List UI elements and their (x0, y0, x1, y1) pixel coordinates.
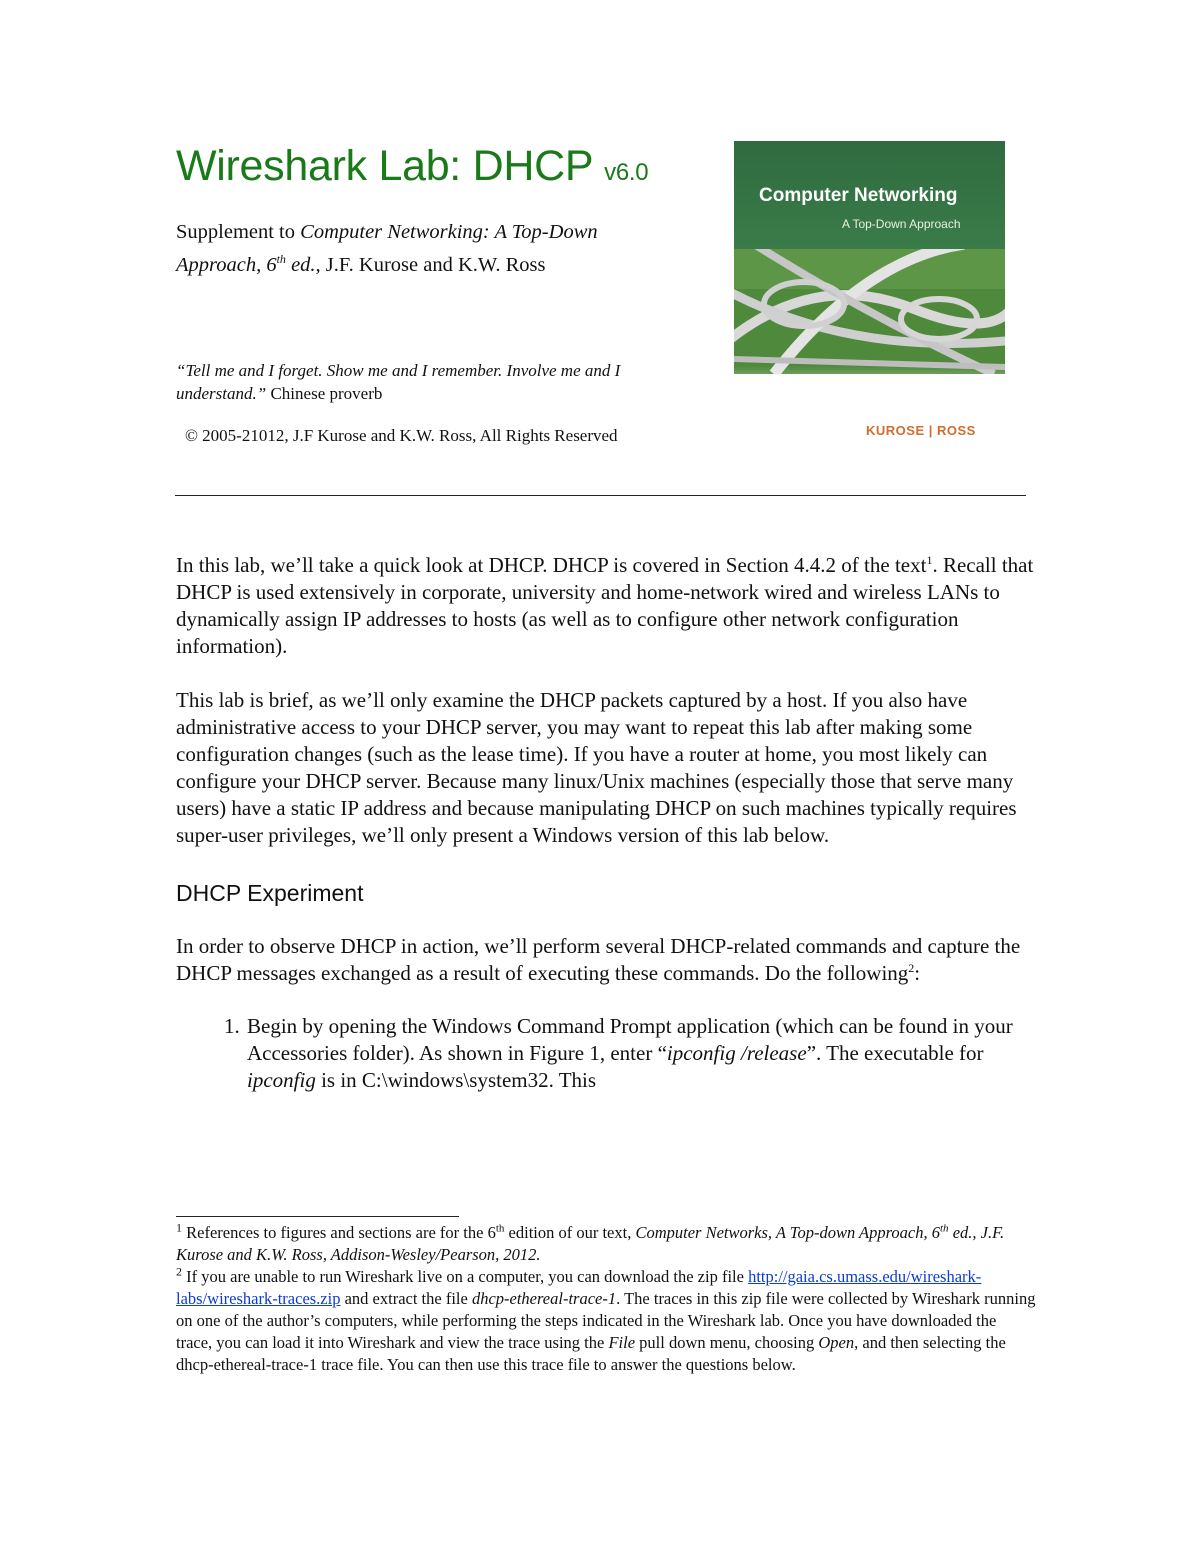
experiment-paragraph (176, 933, 1036, 987)
footnote-1-book-sup: th (940, 1222, 949, 1235)
book-title-sup: th (276, 252, 286, 266)
title-text: Wireshark Lab: DHCP (176, 142, 593, 190)
experiment-text-b: : (914, 961, 921, 985)
command-text: ipconfig /release (666, 1041, 807, 1065)
proverb-quote (176, 359, 716, 405)
book-cover-subtitle: A Top-Down Approach (842, 217, 961, 231)
open-menu-name: Open (818, 1333, 855, 1352)
step-text-b: ”. The executable for (806, 1041, 984, 1065)
copyright-notice: © 2005-21012, J.F Kurose and K.W. Ross, All Rights Reserved (185, 425, 618, 445)
intro-text-a: In this lab, we’ll take a quick look at DHCP. DHCP is covered in Section 4.4.2 of the text (176, 553, 927, 577)
document-body (176, 552, 1036, 1094)
footnote-divider (176, 1216, 459, 1217)
highway-interchange-illustration (734, 249, 1005, 374)
book-title-ed: ed., (285, 253, 321, 276)
step-text-c: is in C:\windows\system32. This (315, 1068, 597, 1092)
page-title (176, 138, 716, 201)
footnote-1-mark: 1 (176, 1220, 182, 1235)
supplement-line (176, 219, 716, 279)
footnote-1 (176, 1222, 1036, 1266)
footnote-2-text-b: and extract the file (340, 1289, 472, 1308)
trace-file-name: dhcp-ethereal-trace-1 (471, 1289, 617, 1308)
quote-line1: “Tell me and I forget. Show me and I remember. Involve me and I (176, 360, 621, 380)
footnote-ref-2: 2 (908, 961, 915, 975)
quote-source: Chinese proverb (266, 383, 383, 403)
footnote-1-book-rest: ed., J.F. Kurose and K.W. Ross, Addison-Wesley/Pearson, 2012. (176, 1223, 1005, 1264)
footnote-2-text-d: pull down menu, choosing (635, 1333, 819, 1352)
footnote-1-text-b: edition of our text, (504, 1223, 636, 1242)
section-heading: DHCP Experiment (176, 880, 364, 906)
book-title-line2 (176, 254, 321, 276)
trace-zip-link[interactable]: http://gaia.cs.umass.edu/wireshark-labs/wireshark-traces.zip (176, 1267, 982, 1308)
footnote-1-book-title: Computer Networks, A Top-down Approach, 6 (635, 1223, 940, 1242)
header-divider (175, 495, 1026, 496)
footnote-1-sup: th (495, 1222, 505, 1235)
footnote-2 (176, 1266, 1036, 1376)
book-cover-title: Computer Networking (759, 185, 958, 206)
footnote-1-text-a: References to figures and sections are for the 6 (182, 1223, 496, 1242)
list-item-number: 1. (224, 1014, 240, 1038)
book-title-line1: Computer Networking: A Top-Down (300, 221, 598, 243)
experiment-text-a: In order to observe DHCP in action, we’ll perform several DHCP-related commands and capture the DHCP messages exchanged as a result of executing these commands. Do the following (176, 934, 1021, 985)
footnote-2-text-a: If you are unable to run Wireshark live on a computer, you can download the zip file (182, 1267, 749, 1286)
list-item (176, 1013, 1036, 1094)
footnote-2-mark: 2 (176, 1264, 182, 1279)
footnote-ref-1: 1 (926, 553, 933, 567)
version-label: v6.0 (604, 159, 649, 186)
quote-line2: understand.” (176, 383, 267, 403)
footnotes (176, 1222, 1036, 1376)
lab-scope-paragraph: This lab is brief, as we’ll only examine the DHCP packets captured by a host. If you also have administrative access to your DHCP server, you may want to repeat this lab after making some configuration changes (such as the lease time). If you have a router at home, you most likely can configure your DHCP server. Because many linux/Unix machines (especially those that serve many users) have a static IP address and because manipulating DHCP on such machines typically requires super-user privileges, we’ll only present a Windows version of this lab below. (176, 688, 1017, 847)
intro-text-b: . Recall that DHCP is used extensively in corporate, university and home-network wired and wireless LANs to dynamically assign IP addresses to hosts (as well as to configure other network configuration information). (176, 553, 1034, 658)
intro-paragraph (176, 552, 1036, 660)
step-text-a: Begin by opening the Windows Command Prompt application (which can be found in your Accessories folder). As shown in Figure 1, enter “ (247, 1014, 1013, 1065)
authors: J.F. Kurose and K.W. Ross (320, 253, 546, 276)
footnote-2-text-c: . The traces in this zip file were collected by Wireshark running on one of the author’s computers, while performing the steps indicated in the Wireshark lab. Once you have downloaded the trace, you can load it into Wireshark and view the trace using the (176, 1289, 1036, 1352)
book-cover-authors: KUROSE | ROSS (866, 423, 976, 438)
document-header (176, 138, 716, 446)
book-cover-fade (734, 366, 1005, 406)
executable-name: ipconfig (247, 1068, 316, 1092)
file-menu-name: File (608, 1333, 636, 1352)
footnote-2-text-e: , and then selecting the dhcp-ethereal-trace-1 trace file. You can then use this trace file to answer the questions below. (176, 1333, 1006, 1374)
book-cover-image (734, 141, 1005, 449)
supplement-prefix: Supplement to (176, 221, 301, 243)
book-title-edition: Approach, 6 (176, 253, 277, 276)
